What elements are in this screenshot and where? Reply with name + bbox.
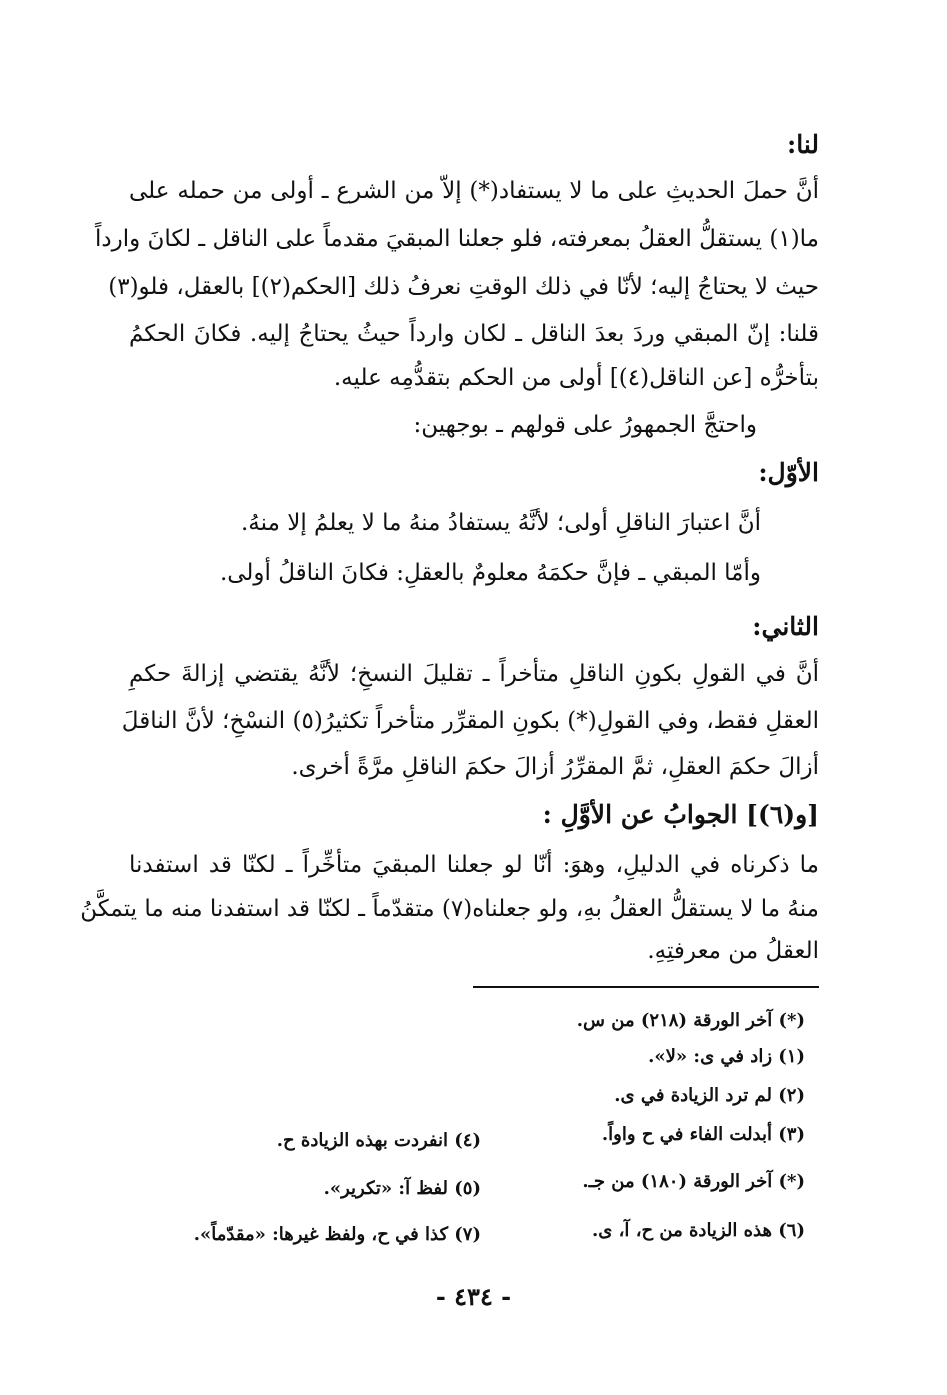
para1-line-3: حيث لا يحتاجُ إليه؛ لأنّا في ذلك الوقتِ نعرفُ ذلك [الحكم(٢)] بالعقل، فلو(٣) (108, 274, 819, 300)
heading-first: الأوّل: (758, 458, 819, 487)
second-line-2: العقلِ فقط، وفي القولِ(*) بكونِ المقرِّر متأخراً تكثيرُ(٥) النسْخِ؛ لأنَّ الناقلَ (121, 708, 819, 734)
answer-line-2: منهُ ما لا يستقلُّ العقلُ بهِ، ولو جعلناه(٧) متقدّماً ـ لكنّا قد استفدنا منه ما يتمكَّنُ (80, 896, 819, 922)
footnote-separator (473, 986, 819, 988)
para1-line-4: قلنا: إنّ المبقي وردَ بعدَ الناقل ـ لكان وارداً حيثُ يحتاجُ إليه. فكانَ الحكمُ (129, 321, 819, 347)
para1-line-1: أنَّ حملَ الحديثِ على ما لا يستفاد(*) إلاّ من الشرع ـ أولى من حمله على (129, 178, 819, 204)
footnote-3: (٣) أبدلت الفاء في ح واواً. (601, 1124, 805, 1145)
answer-line-1: ما ذكرناه في الدليلِ، وهوَ: أنّا لو جعلنا المبقيَ متأخِّراً ـ لكنّا قد استفدنا (129, 852, 819, 878)
para1-line-5: بتأخرُّه [عن الناقل(٤)] أولى من الحكم بتقدُّمِه عليه. (333, 365, 819, 391)
footnote-star-1: (*) آخر الورقة (٢١٨) من س. (576, 1010, 805, 1031)
footnote-5: (٥) لفظ آ: «تكرير». (323, 1178, 481, 1199)
footnote-2: (٢) لم ترد الزيادة في ى. (614, 1085, 805, 1106)
footnote-4: (٤) انفردت بهذه الزيادة ح. (276, 1130, 481, 1151)
answer-line-3: العقلُ من معرفتِهِ. (647, 938, 819, 964)
footnote-7: (٧) كذا في ح، ولفظ غيرها: «مقدّماً». (193, 1224, 481, 1245)
footnote-1: (١) زاد في ى: «لا». (648, 1046, 805, 1067)
heading-lana: لنا: (786, 130, 819, 159)
para1-line-2: ما(١) يستقلُّ العقلُ بمعرفته، فلو جعلنا المبقيَ مقدماً على الناقل ـ لكانَ وارداً (94, 226, 819, 252)
heading-answer: [و(٦)] الجوابُ عن الأوَّلِ : (542, 800, 819, 829)
page-number: - ٤٣٤ - (435, 1282, 512, 1311)
footnote-6: (٦) هذه الزيادة من ح، آ، ى. (592, 1220, 805, 1241)
second-line-3: أزالَ حكمَ العقلِ، ثمَّ المقرِّرُ أزالَ حكمَ الناقلِ مرَّةً أخرى. (291, 754, 819, 780)
first-line-2: وأمّا المبقي ـ فإنَّ حكمَهُ معلومٌ بالعقلِ: فكانَ الناقلُ أولى. (219, 560, 761, 586)
para2-line: واحتجَّ الجمهورُ على قولهم ـ بوجهين: (413, 412, 757, 438)
footnote-star-2: (*) آخر الورقة (١٨٠) من جـ. (582, 1171, 805, 1192)
heading-second: الثاني: (752, 612, 819, 641)
first-line-1: أنَّ اعتبارَ الناقلِ أولى؛ لأنَّهُ يستفادُ منهُ ما لا يعلمُ إلا منهُ. (240, 510, 761, 536)
second-line-1: أنَّ في القولِ بكونِ الناقلِ متأخراً ـ تقليلَ النسخِ؛ لأنَّهُ يقتضي إزالةَ حكمِ (129, 661, 819, 687)
